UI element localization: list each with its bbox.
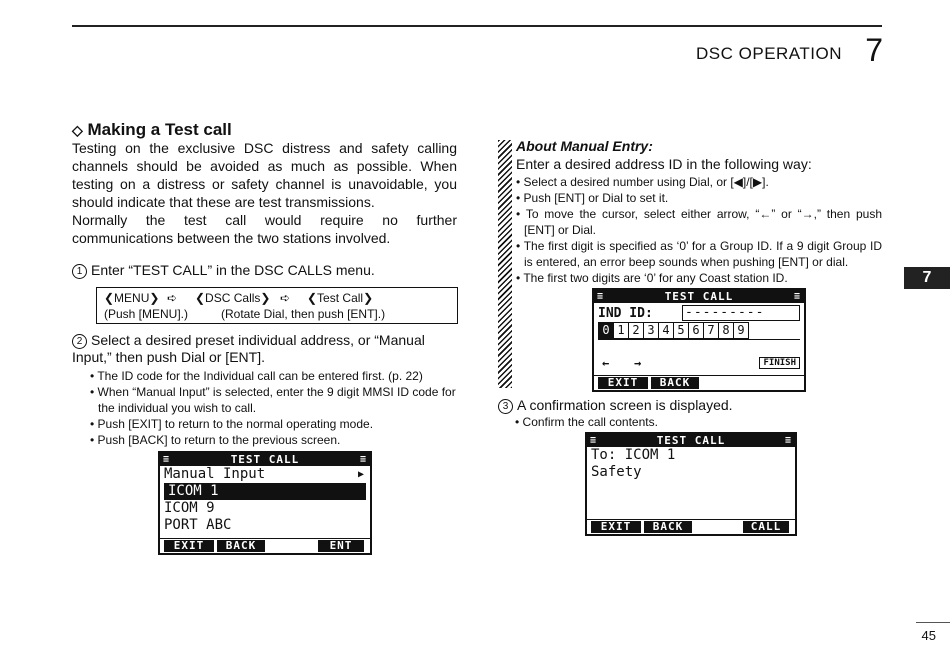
about-bullets [516,174,882,286]
bullet-item: • Select a desired number using Dial, or [◀]/[▶]. [516,175,769,189]
arrow-icon: ➪ [167,291,178,305]
lcd-screen-entry [592,288,806,392]
digit-key[interactable]: 1 [613,322,629,339]
lcd-title-bar [160,453,370,466]
diamond-icon: ◇ [72,122,83,138]
finish-key[interactable]: FINISH [759,357,800,369]
section-title-text: Making a Test call [87,120,232,139]
menu-key: ❮MENU❯ [104,291,160,305]
digit-key[interactable]: 0 [598,322,614,339]
menu-icon: ≡ [597,291,605,302]
lcd-title-bar [587,434,795,447]
step-3 [498,397,733,414]
ind-id-label: IND ID: [598,306,653,321]
step-2-bullets [90,368,460,448]
lcd-row-manual-input[interactable]: Manual Input ▶ [164,466,364,482]
right-arrow-key[interactable]: → [634,356,642,370]
digit-key[interactable]: 7 [703,322,719,339]
lcd-row-port-abc[interactable]: PORT ABC [164,517,232,533]
lcd-title-bar [594,290,804,303]
ind-id-field[interactable]: --------- [682,305,800,321]
digit-key[interactable]: 2 [628,322,644,339]
menu-path-box [96,287,458,324]
exit-soft-key[interactable]: EXIT [164,540,214,552]
dsc-calls-item: ❮DSC Calls❯ [195,291,271,305]
step-1-text: Enter “TEST CALL” in the DSC CALLS menu. [91,262,375,278]
lcd-row-category: Safety [591,464,642,480]
lcd-title: TEST CALL [230,453,300,466]
menu-icon: ≡ [793,291,801,302]
back-soft-key[interactable]: BACK [217,540,265,552]
about-title: About Manual Entry: [516,138,653,154]
keypad-empty-row [598,339,800,355]
step-2-text: Select a desired preset individual address, or “Manual Input,” then push Dial or [ENT]. [72,332,425,365]
digit-key[interactable]: 8 [718,322,734,339]
note-paragraph: Normally the test call would require no further communications between the two stations involved. [72,212,457,246]
step-3-number: 3 [498,399,513,414]
lcd-screen-select [158,451,372,555]
call-soft-key[interactable]: CALL [743,521,789,533]
page-number: 45 [921,628,936,643]
menu-note-2: (Rotate Dial, then push [ENT].) [221,307,386,321]
digit-keypad [598,322,748,339]
page-number-rule [916,622,950,623]
lcd-title: TEST CALL [664,290,734,303]
bullet-item: • The ID code for the Individual call can be entered first. (p. 22) [90,369,423,383]
lcd-row-to: To: ICOM 1 [591,447,676,463]
section-title [72,120,232,140]
side-chapter-tab: 7 [904,267,950,289]
bullet-item: • The first digit is specified as ‘0’ for a Group ID. If a 9 digit Group ID is entered, an error beep sounds when pushing [ENT] or dial. [516,239,883,269]
lcd-row-icom1[interactable]: ICOM 1 [164,483,366,500]
intro-paragraph: Testing on the exclusive DSC distress and safety calling channels should be avoided as much as possible. When testing on a distress or safety channel is unavoidable, you should indicate that these are test transmissions. [72,140,457,210]
menu-icon: ≡ [590,435,598,446]
bullet-item: • Push [ENT] or Dial to set it. [516,191,669,205]
soft-key-bar [160,538,370,553]
soft-key-bar [587,519,795,534]
bullet-item: • When “Manual Input” is selected, enter the 9 digit MMSI ID code for the individual you wish to call. [90,385,456,415]
menu-icon: ≡ [784,435,792,446]
step-2-number: 2 [72,334,87,349]
step-3-text: A confirmation screen is displayed. [517,397,733,413]
step-1-number: 1 [72,264,87,279]
lcd-screen-confirm [585,432,797,536]
bullet-item: • Push [EXIT] to return to the normal operating mode. [90,417,374,431]
menu-icon: ≡ [359,454,367,465]
triangle-right-icon: ▶ [357,469,364,480]
digit-key[interactable]: 6 [688,322,704,339]
step-2 [72,332,458,366]
digit-key[interactable]: 5 [673,322,689,339]
back-soft-key[interactable]: BACK [644,521,692,533]
step-1 [72,262,457,279]
back-soft-key[interactable]: BACK [651,377,699,389]
lcd-row-icom9[interactable]: ICOM 9 [164,500,215,516]
about-intro: Enter a desired address ID in the following way: [516,156,812,172]
exit-soft-key[interactable]: EXIT [598,377,648,389]
lcd-title: TEST CALL [656,434,726,447]
left-arrow-key[interactable]: ← [602,356,610,370]
menu-icon: ≡ [163,454,171,465]
digit-key[interactable]: 3 [643,322,659,339]
test-call-item: ❮Test Call❯ [307,291,374,305]
bullet-item: • To move the cursor, select either arrow, “←” or “→,” then push [ENT] or Dial. [516,207,882,237]
exit-soft-key[interactable]: EXIT [591,521,641,533]
menu-note-1: (Push [MENU].) [104,307,189,321]
bullet-item: • Push [BACK] to return to the previous screen. [90,433,341,447]
soft-key-bar [594,375,804,390]
arrow-icon: ➪ [280,291,291,305]
header-rule [72,25,882,27]
note-hatch-bar [498,140,512,388]
digit-key[interactable]: 4 [658,322,674,339]
step-3-bullet: • Confirm the call contents. [515,415,658,429]
chapter-number: 7 [865,32,883,68]
bullet-item: • The first two digits are ‘0’ for any Coast station ID. [516,271,788,285]
ent-soft-key[interactable]: ENT [318,540,364,552]
digit-key[interactable]: 9 [733,322,749,339]
section-header: DSC OPERATION [696,44,842,63]
